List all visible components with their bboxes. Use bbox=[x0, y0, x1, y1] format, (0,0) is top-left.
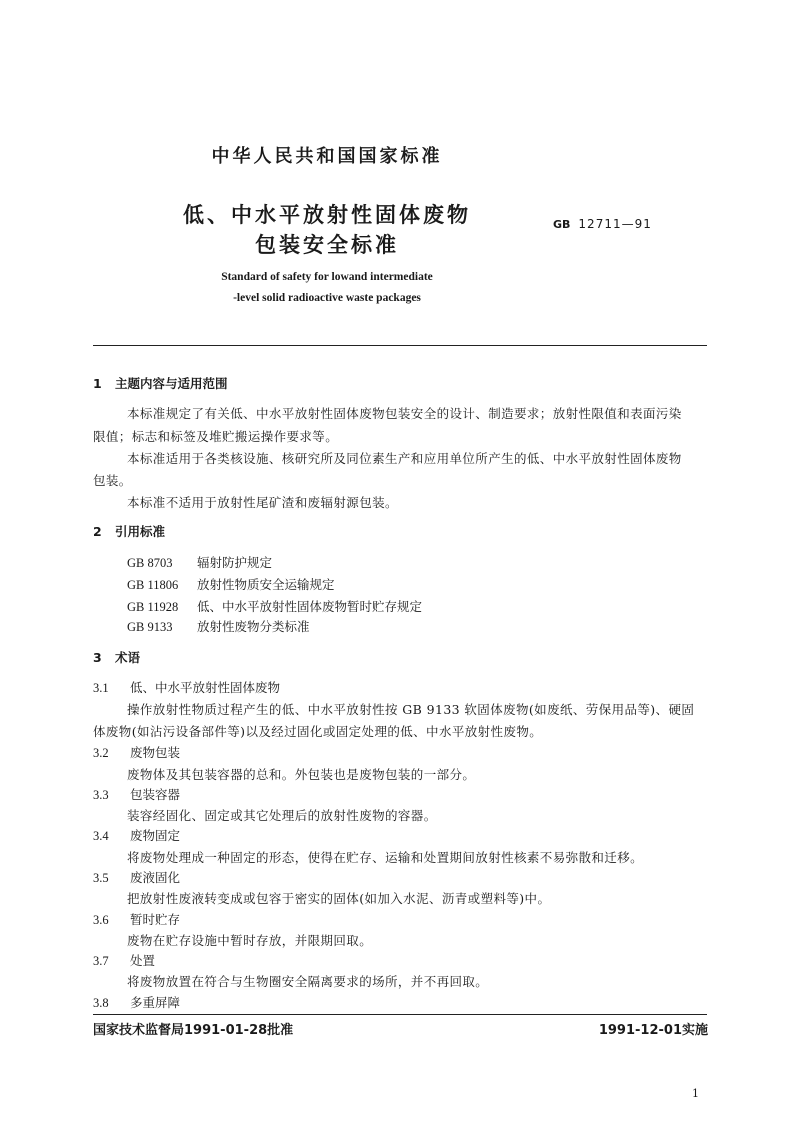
reference-item bbox=[127, 597, 422, 615]
header-divider bbox=[93, 345, 707, 346]
term-definition: 将废物放置在符合与生物圈安全隔离要求的场所，并不再回取。 bbox=[127, 974, 489, 989]
footer-divider bbox=[93, 1014, 707, 1015]
reference-title: 辐射防护规定 bbox=[197, 555, 273, 570]
term-name: 低、中水平放射性固体废物 bbox=[130, 680, 281, 695]
reference-item bbox=[127, 553, 272, 571]
reference-title: 低、中水平放射性固体废物暂时贮存规定 bbox=[197, 599, 423, 614]
term-number: 3.8 bbox=[93, 996, 109, 1010]
term-definition: 装容经固化、固定或其它处理后的放射性废物的容器。 bbox=[127, 808, 437, 823]
standard-code-prefix: GB bbox=[553, 218, 571, 231]
term-heading bbox=[93, 910, 180, 928]
term-heading bbox=[93, 678, 280, 696]
effective-date: 1991-12-01实施 bbox=[598, 1023, 708, 1038]
term-definition: 操作放射性物质过程产生的低、中水平放射性按 GB 9133 软固体废物(如废纸、劳保用品等)、硬固 bbox=[127, 702, 695, 717]
reference-title: 放射性废物分类标准 bbox=[197, 619, 310, 634]
term-name: 废物包装 bbox=[130, 745, 181, 760]
section-number: 3 bbox=[93, 650, 102, 665]
paragraph-line: 限值；标志和标签及堆贮搬运操作要求等。 bbox=[93, 429, 339, 444]
reference-item bbox=[127, 617, 310, 635]
term-number: 3.3 bbox=[93, 788, 109, 802]
paragraph-line: 包装。 bbox=[93, 473, 132, 488]
standard-number bbox=[553, 217, 652, 231]
term-number: 3.2 bbox=[93, 746, 109, 760]
section-title: 引用标准 bbox=[115, 524, 166, 539]
term-name: 废液固化 bbox=[130, 870, 181, 885]
paragraph-line: 本标准不适用于放射性尾矿渣和废辐射源包装。 bbox=[127, 495, 398, 510]
term-number: 3.1 bbox=[93, 681, 109, 695]
term-heading bbox=[93, 785, 180, 803]
reference-code: GB 8703 bbox=[127, 556, 173, 570]
term-name: 暂时贮存 bbox=[130, 912, 181, 927]
reference-code: GB 9133 bbox=[127, 620, 173, 634]
english-title-line1: Standard of safety for lowand intermediate bbox=[221, 271, 433, 283]
term-definition: 把放射性废液转变成或包容于密实的固体(如加入水泥、沥青或塑料等)中。 bbox=[127, 891, 551, 906]
section-number: 2 bbox=[93, 524, 102, 539]
term-name: 包装容器 bbox=[130, 787, 181, 802]
section-title: 主题内容与适用范围 bbox=[115, 376, 228, 391]
section-3-heading bbox=[93, 648, 140, 666]
term-definition: 体废物(如沾污设备部件等)以及经过固化或固定处理的低、中水平放射性废物。 bbox=[93, 724, 543, 739]
term-number: 3.6 bbox=[93, 913, 109, 927]
term-name: 废物固定 bbox=[130, 828, 181, 843]
reference-title: 放射性物质安全运输规定 bbox=[197, 577, 335, 592]
doc-title-line1: 低、中水平放射性固体废物 bbox=[183, 203, 471, 227]
reference-item bbox=[127, 575, 335, 593]
section-number: 1 bbox=[93, 376, 102, 391]
term-definition: 废物体及其包装容器的总和。外包装也是废物包装的一部分。 bbox=[127, 767, 476, 782]
reference-code: GB 11928 bbox=[127, 600, 179, 614]
term-heading bbox=[93, 868, 180, 886]
term-number: 3.7 bbox=[93, 954, 109, 968]
term-heading bbox=[93, 743, 180, 761]
reference-code: GB 11806 bbox=[127, 578, 179, 592]
paragraph-line: 本标准规定了有关低、中水平放射性固体废物包装安全的设计、制造要求；放射性限值和表面污染 bbox=[127, 406, 682, 421]
section-2-heading bbox=[93, 522, 165, 540]
standard-code-number: 12711—91 bbox=[578, 217, 652, 231]
national-standard-heading: 中华人民共和国国家标准 bbox=[211, 146, 443, 167]
english-title-line2: -level solid radioactive waste packages bbox=[233, 292, 421, 304]
term-number: 3.4 bbox=[93, 829, 109, 843]
term-definition: 废物在贮存设施中暂时存放，并限期回取。 bbox=[127, 933, 373, 948]
term-heading bbox=[93, 951, 155, 969]
approval-date: 国家技术监督局1991-01-28批准 bbox=[93, 1023, 294, 1038]
term-heading bbox=[93, 993, 180, 1011]
term-number: 3.5 bbox=[93, 871, 109, 885]
paragraph-line: 本标准适用于各类核设施、核研究所及同位素生产和应用单位所产生的低、中水平放射性固体废物 bbox=[127, 451, 682, 466]
term-heading bbox=[93, 826, 180, 844]
term-name: 处置 bbox=[130, 953, 156, 968]
page-number: 1 bbox=[692, 1087, 699, 1100]
section-1-heading bbox=[93, 374, 228, 392]
term-definition: 将废物处理成一种固定的形态，使得在贮存、运输和处置期间放射性核素不易弥散和迁移。 bbox=[127, 850, 644, 865]
section-title: 术语 bbox=[115, 650, 141, 665]
doc-title-line2: 包装安全标准 bbox=[255, 233, 399, 257]
term-name: 多重屏障 bbox=[130, 995, 181, 1010]
